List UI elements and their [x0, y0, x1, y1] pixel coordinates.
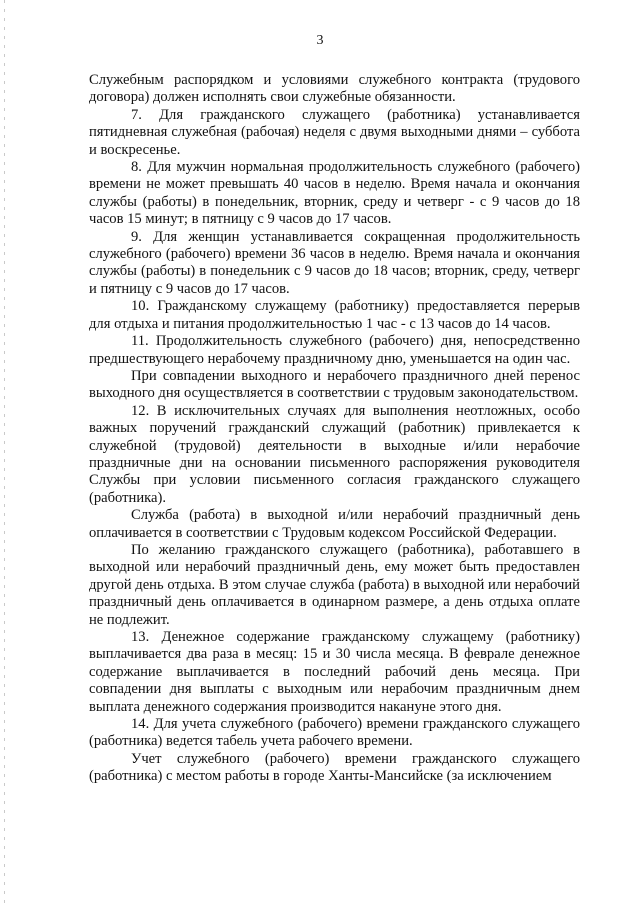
- paragraph-item-8: 8. Для мужчин нормальная продолжительность служебного (рабочего) времени не может превышать 40 часов в неделю. Время начала и окончания службы (работы) в понедельник, вторник, среду и четверг - с 9 часов до 18 часов 15 минут; в пятницу с 9 часов до 17 часов.: [89, 159, 580, 228]
- paragraph-item-14: 14. Для учета служебного (рабочего) времени гражданского служащего (работника) ведется табель учета рабочего времени.: [89, 716, 580, 750]
- paragraph-item-11: 11. Продолжительность служебного (рабочего) дня, непосредственно предшествующего нерабочему праздничному дню, уменьшается на один час.: [89, 333, 580, 367]
- paragraph-item-12-payment: Служба (работа) в выходной и/или нерабочий праздничный день оплачивается в соответствии с Трудовым кодексом Российской Федерации.: [89, 507, 580, 541]
- page-number: 3: [316, 33, 324, 48]
- document-body: [89, 72, 580, 786]
- scan-edge-mark: [4, 0, 5, 905]
- paragraph-item-13: 13. Денежное содержание гражданскому служащему (работнику) выплачивается два раза в месяц: 15 и 30 числа месяца. В феврале денежное содержание выплачивается в последний рабочий день месяца. При совпадении дня выплаты с выходным или нерабочим праздничным днем выплата денежного содержания производится накануне этого дня.: [89, 629, 580, 715]
- paragraph-item-7: 7. Для гражданского служащего (работника) устанавливается пятидневная служебная (рабочая) неделя с двумя выходными днями – суббота и воскресенье.: [89, 106, 580, 158]
- paragraph-item-12-day-off: По желанию гражданского служащего (работника), работавшего в выходной или нерабочий праздничный день, ему может быть предоставлен другой день отдыха. В этом случае служба (работа) в выходной или нерабочий праздничный день оплачивается в одинарном размере, а день отдыха оплате не подлежит.: [89, 541, 580, 628]
- paragraph-item-12: 12. В исключительных случаях для выполнения неотложных, особо важных поручений гражданский служащий (работник) привлекается к служебной (трудовой) деятельности в выходные и/или нерабочие праздничные дни на основании письменного распоряжения руководителя Службы при условии письменного согласия гражданского служащего (работника).: [89, 402, 580, 506]
- paragraph-item-9: 9. Для женщин устанавливается сокращенная продолжительность служебного (рабочего) времени 36 часов в неделю. Время начала и окончания службы (работы) в понедельник с 9 часов до 18 часов; вторник, среду, четверг и пятницу с 9 часов до 17 часов.: [89, 228, 580, 297]
- paragraph-item-10: 10. Гражданскому служащему (работнику) предоставляется перерыв для отдыха и питания продолжительностью 1 час - с 13 часов до 14 часов.: [89, 298, 580, 332]
- paragraph-item-11-transfer: При совпадении выходного и нерабочего праздничного дней перенос выходного дня осуществляется в соответствии с трудовым законодательством.: [89, 367, 580, 402]
- paragraph-continuation: Служебным распорядком и условиями служебного контракта (трудового договора) должен исполнять свои служебные обязанности.: [89, 72, 580, 106]
- paragraph-item-14-accounting: Учет служебного (рабочего) времени гражданского служащего (работника) с местом работы в городе Ханты-Мансийске (за исключением: [89, 750, 580, 785]
